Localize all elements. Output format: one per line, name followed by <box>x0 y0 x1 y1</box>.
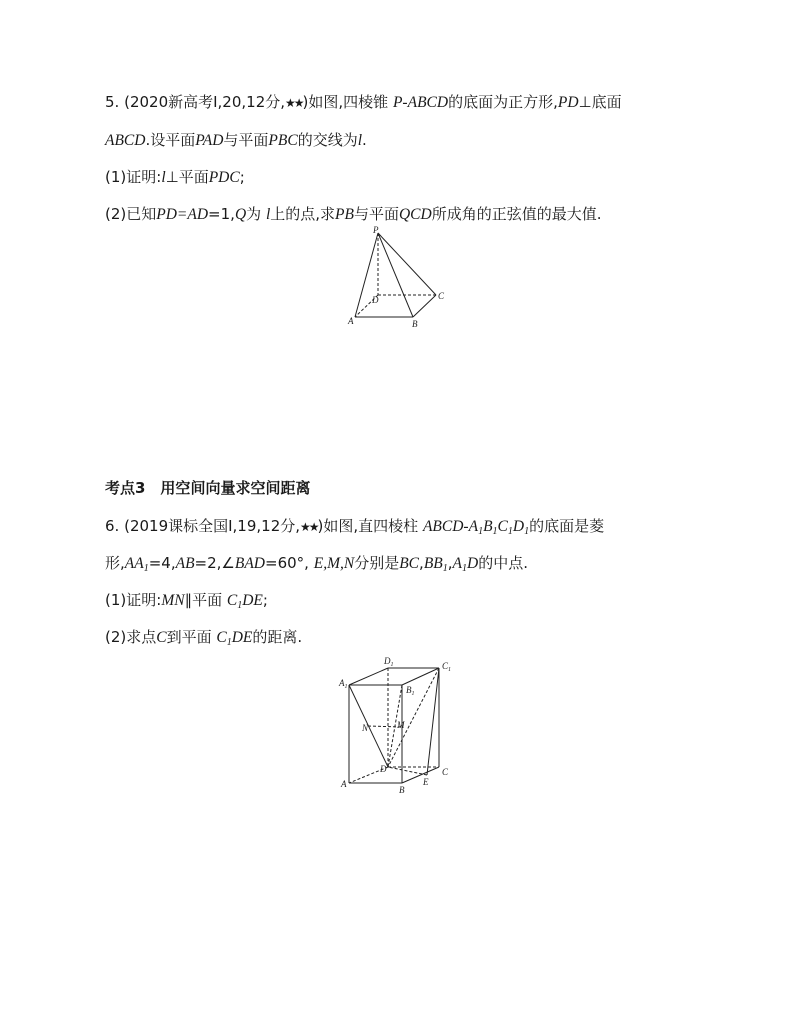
vertex-label-d: D <box>372 295 379 305</box>
difficulty-stars-icon: ★★ <box>300 520 318 534</box>
problem5-line2: ABCD.设平面PAD与平面PBC的交线为l. <box>105 131 367 149</box>
point-label-n: N <box>362 723 369 733</box>
vertex-label-b1: $B_1$ <box>406 685 415 697</box>
vertex-label-c: C <box>438 291 445 301</box>
vertex-label-b: B <box>399 785 405 795</box>
problem6-part1: (1)证明:MN∥平面 $C_1DE$; <box>105 591 268 611</box>
point-label-m: M <box>397 720 405 730</box>
problem6-line1: 6. (2019课标全国Ⅰ,19,12分,★★)如图,直四棱柱 ABCD-$A_1B_1C_1D_1$的底面是菱 <box>105 517 605 537</box>
vertex-label-p: P <box>373 225 379 235</box>
problem-number: 6. <box>105 517 120 535</box>
problem-number: 5. <box>105 93 120 111</box>
vertex-label-c: C <box>442 767 449 777</box>
vertex-label-a1: $A_1$ <box>339 678 348 690</box>
vertex-label-d: D <box>380 764 387 774</box>
point-label-e: E <box>423 777 429 787</box>
problem6-part2: (2)求点C到平面 $C_1DE$的距离. <box>105 628 303 648</box>
pyramid-figure <box>340 225 460 330</box>
section-title: 考点3 用空间向量求空间距离 <box>105 479 311 497</box>
problem5-part2: (2)已知PD=AD=1,Q为 l上的点,求PB与平面QCD所成角的正弦值的最大值. <box>105 205 602 223</box>
vertex-label-d1: $D_1$ <box>384 656 394 668</box>
problem-source: (2019课标全国Ⅰ,19,12分, <box>124 517 301 535</box>
problem5-line1: 5. (2020新高考Ⅰ,20,12分,★★)如图,四棱锥 P-ABCD的底面为正方形,PD⊥底面 <box>105 93 622 111</box>
vertex-label-c1: $C_1$ <box>442 661 452 673</box>
vertex-label-a: A <box>348 316 354 326</box>
problem-source: (2020新高考Ⅰ,20,12分, <box>124 93 286 111</box>
vertex-label-b: B <box>412 319 418 329</box>
prism-figure <box>330 655 470 800</box>
problem5-part1: (1)证明:l⊥平面PDC; <box>105 168 245 186</box>
problem6-line2: 形$,AA_1=4,AB=2,\angle BAD=60^\circ$, E,M,N分别是$BC,BB_1,A_1D$的中点. <box>105 554 528 574</box>
difficulty-stars-icon: ★★ <box>285 96 303 110</box>
vertex-label-a: A <box>341 779 347 789</box>
